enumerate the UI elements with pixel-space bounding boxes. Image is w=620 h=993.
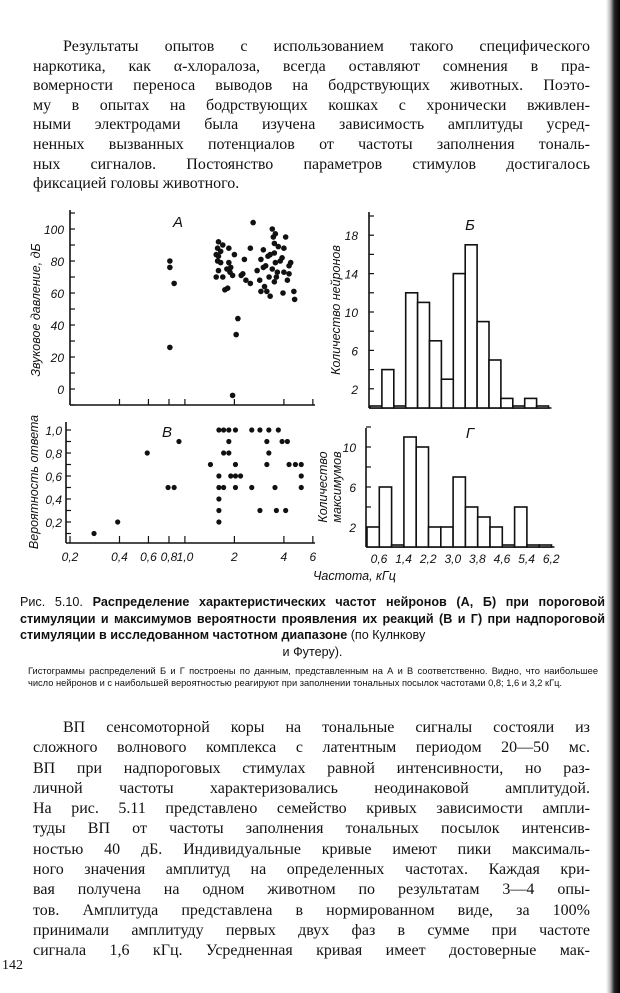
scatter-point-a (248, 281, 254, 287)
scatter-point-a (292, 297, 298, 303)
scatter-point-a (261, 247, 267, 253)
scatter-point-a (230, 393, 236, 399)
text-line: сложного волнового комплекса с латентным периодом 20—50 мс. (33, 739, 590, 757)
x-tick-label-g: 3,8 (469, 552, 486, 566)
histogram-bar-b (489, 360, 501, 408)
histogram-bar-b (513, 406, 525, 408)
scatter-point-v (249, 427, 254, 432)
y-tick-label-v: 0,6 (45, 470, 62, 484)
text-line: тов. Амплитуда представлена в нормированном виде, за 100% (33, 901, 590, 919)
x-tick-label-g: 2,2 (419, 552, 437, 566)
text-line: вомерности переноса выводов на бодрствующих животных. Поэто- (33, 77, 590, 95)
scatter-point-v (274, 508, 279, 513)
scatter-point-a (238, 273, 244, 279)
scatter-point-v (293, 462, 298, 467)
y-tick-label-b: 10 (344, 306, 358, 320)
figure-note: Гистограммы распределений Б и Г построены по данным, представленным на А и В соответственно. Видно, что наибольшее число нейронов и с наибольшей вероятностью реагируют при заполнении тональных посылок частотами 0,8; 1,6 и 3,2 кГц. (28, 666, 598, 688)
scatter-point-v (276, 427, 281, 432)
y-tick-label-b: 6 (351, 344, 358, 359)
text-line: ВП при надпороговых стимулах равной интенсивности, но раз- (33, 759, 590, 777)
text-line: ных сигналов. Постоянство параметров стимулов достигалось (33, 155, 590, 173)
y-tick-label-g: 2 (349, 521, 356, 535)
scatter-point-a (233, 332, 239, 338)
scatter-point-v (216, 485, 221, 490)
text-line: ВП сенсомоторной коры на тональные сигналы состояли из (63, 719, 590, 736)
text-line: туды ВП от частоты заполнения тональных посылок интенсив- (33, 820, 590, 838)
x-tick-label-v: 0,6 (140, 550, 157, 564)
y-tick-label-g: 6 (349, 481, 356, 495)
scatter-point-v (165, 485, 170, 490)
x-tick-label-g: 5,4 (518, 552, 535, 566)
scatter-point-a (285, 277, 291, 283)
scatter-point-a (267, 252, 273, 258)
scatter-point-a (257, 277, 263, 283)
histogram-bar-b (441, 379, 453, 408)
scatter-point-v (91, 531, 96, 536)
histogram-bar-g (490, 527, 502, 547)
scatter-point-a (272, 279, 278, 285)
scatter-point-v (266, 450, 271, 455)
x-tick-label-v: 2 (231, 550, 238, 564)
y-axis-title-a: Звуковое давление, дБ (29, 243, 43, 377)
histogram-bar-g (478, 517, 490, 547)
scatter-point-a (261, 265, 267, 271)
scatter-point-a (288, 260, 294, 266)
histogram-bar-g (465, 507, 477, 547)
scatter-point-v (283, 508, 288, 513)
scatter-point-a (276, 244, 282, 250)
text-line: вая получена на одном животном по результатам 3—4 опы- (33, 881, 590, 899)
scatter-point-v (226, 427, 231, 432)
scatter-point-v (264, 439, 269, 444)
y-tick-label-b: 2 (351, 382, 358, 397)
scatter-point-a (283, 234, 289, 240)
y-tick-label-v: 0,2 (45, 516, 62, 530)
scatter-point-v (249, 485, 254, 490)
scatter-point-v (299, 473, 304, 478)
text-line: принимали амплитуду первых двух фаз в сумме при частоте (33, 921, 590, 939)
scatter-point-v (233, 462, 238, 467)
text-line: Результаты опытов с использованием такого специфического (63, 38, 590, 55)
caption-suffix-2: и Футеру). (282, 644, 343, 659)
histogram-bar-b (477, 322, 489, 408)
x-tick-label-v: 0,4 (111, 550, 128, 564)
scatter-point-a (277, 258, 283, 264)
text-line: фиксацией головы животного. (33, 175, 240, 193)
scatter-point-v (216, 519, 221, 524)
histogram-bar-g (416, 447, 428, 547)
scatter-point-a (242, 257, 248, 263)
scatter-point-a (220, 242, 226, 248)
y-axis-title-v: Вероятность ответа (27, 414, 41, 550)
histogram-bar-g (527, 545, 539, 547)
histogram-bar-g (429, 527, 441, 547)
text-line: На рис. 5.11 представлено семейство кривых зависимости ампли- (33, 800, 590, 818)
caption-prefix: Рис. 5.10. (20, 595, 83, 609)
scatter-point-v (208, 462, 213, 467)
scatter-point-a (167, 258, 173, 264)
scatter-point-a (258, 289, 264, 295)
text-line: наркотика, как α-хлоралоза, всегда оставляют сомнения в пра- (33, 57, 590, 75)
scatter-point-a (218, 260, 224, 266)
scatter-point-v (285, 439, 290, 444)
y-tick-label-v: 1,0 (45, 424, 62, 438)
scatter-point-v (257, 508, 262, 513)
histogram-bar-g (453, 477, 465, 547)
histogram-bar-b (382, 370, 394, 408)
histogram-bar-g (379, 487, 391, 547)
histogram-bar-b (430, 341, 442, 408)
scatter-point-a (258, 257, 264, 263)
histogram-bar-g (441, 527, 453, 547)
scatter-point-a (216, 268, 222, 274)
scatter-point-v (228, 473, 233, 478)
scatter-point-a (280, 290, 286, 296)
histogram-bar-b (418, 302, 430, 408)
scatter-point-a (248, 245, 254, 251)
scatter-point-v (216, 496, 221, 501)
scatter-point-v (145, 450, 150, 455)
text-line: ностью 40 дБ. Индивидуальные кривые имеют пики максималь- (33, 840, 590, 858)
text-line: ненных вызванных потенциалов от частоты заполнения тональ- (33, 135, 590, 153)
scatter-point-v (226, 450, 231, 455)
scatter-point-v (221, 427, 226, 432)
scatter-point-v (238, 473, 243, 478)
scatter-point-v (221, 450, 226, 455)
histogram-bar-b (370, 406, 382, 408)
scatter-point-v (226, 439, 231, 444)
scatter-point-v (299, 485, 304, 490)
y-tick-label-a: 80 (50, 255, 64, 269)
scatter-point-v (279, 439, 284, 444)
scatter-point-a (171, 281, 177, 287)
histogram-bar-g (539, 545, 551, 547)
y-axis-title-b: Количество нейронов (329, 245, 343, 375)
y-axis-title-g: Количество (316, 451, 330, 523)
caption-bold: Распределение характеристических частот нейронов (А, Б) при пороговой стимуляции и максимумов вероятности проявления их реакций (В и Г) при надпороговой стимуляции в исследованном частотном диапазоне (20, 595, 605, 642)
scatter-point-a (269, 266, 275, 272)
histogram-bar-g (404, 437, 416, 547)
x-tick-label-g: 3,0 (444, 552, 462, 566)
y-tick-label-g: 10 (342, 441, 356, 455)
histogram-bar-b (465, 245, 477, 408)
scatter-point-a (226, 245, 232, 251)
scatter-point-a (167, 265, 173, 271)
y-tick-label-v: 0,8 (45, 447, 62, 461)
scatter-point-a (167, 345, 173, 351)
histogram-bar-b (501, 398, 513, 408)
y-tick-label-b: 18 (344, 229, 358, 244)
y-tick-label-b: 14 (344, 267, 358, 282)
scatter-point-a (266, 274, 272, 280)
scatter-point-v (216, 473, 221, 478)
scatter-point-a (274, 274, 280, 280)
x-tick-label-v: 4 (280, 550, 288, 564)
scatter-point-v (216, 427, 221, 432)
x-tick-label-v: 1,0 (176, 550, 194, 564)
panel-letter-g: Г (465, 425, 475, 442)
y-axis-title-g: максимумов (330, 451, 344, 523)
histogram-bar-b (525, 398, 537, 408)
scatter-point-a (213, 274, 219, 280)
scatter-point-v (172, 485, 177, 490)
scatter-point-a (220, 274, 226, 280)
scatter-point-a (281, 269, 287, 275)
scatter-point-v (233, 427, 238, 432)
scatter-point-v (115, 519, 120, 524)
scatter-point-a (264, 289, 270, 295)
text-line: му в опытах на бодрствующих кошках с хронически вживлен- (33, 96, 590, 114)
scatter-point-a (235, 316, 241, 322)
figure-caption (20, 594, 605, 660)
scatter-point-v (299, 462, 304, 467)
scatter-point-a (281, 245, 287, 251)
y-tick-label-a: 0 (57, 383, 64, 397)
text-line: ного значения амплитуд на определенных частотах. Каждая кри- (33, 861, 590, 879)
scatter-point-v (216, 508, 221, 513)
scatter-point-a (273, 231, 279, 237)
y-tick-label-a: 100 (43, 223, 64, 237)
scatter-point-a (254, 268, 260, 274)
scatter-point-a (213, 252, 219, 258)
scatter-point-v (233, 473, 238, 478)
panel-letter-v: В (161, 424, 173, 441)
caption-suffix: (по Кулнкову (350, 628, 426, 642)
scatter-point-a (291, 289, 297, 295)
scatter-point-v (266, 427, 271, 432)
histogram-bar-b (394, 406, 406, 408)
x-tick-label-g: 0,6 (370, 552, 388, 566)
scatter-point-a (286, 271, 292, 277)
scatter-point-a (262, 284, 268, 290)
y-tick-label-a: 20 (50, 351, 64, 365)
x-tick-label-v: 6 (309, 550, 317, 564)
top-paragraph (33, 37, 590, 194)
panel-letter-b: Б (465, 217, 475, 234)
histogram-bar-g (515, 507, 527, 547)
histogram-bar-g (502, 545, 514, 547)
scatter-point-a (228, 265, 234, 271)
page-number: 142 (2, 958, 23, 973)
histogram-bar-b (406, 293, 418, 408)
y-tick-label-v: 0,4 (45, 493, 62, 507)
figure-5-10 (0, 200, 620, 592)
histogram-bar-g (392, 545, 404, 547)
scan-edge (606, 0, 620, 993)
y-tick-label-a: 60 (50, 287, 64, 301)
scatter-point-a (226, 260, 232, 266)
histogram-bar-g (367, 527, 379, 547)
text-line: ными электродами была изучена зависимость амплитуды усред- (33, 116, 590, 134)
scatter-point-v (257, 427, 262, 432)
scatter-point-v (264, 462, 269, 467)
x-tick-label-g: 4,6 (493, 552, 511, 566)
panel-letter-a: А (172, 214, 184, 231)
scatter-point-a (267, 293, 273, 299)
scatter-point-a (250, 220, 256, 226)
y-tick-label-a: 40 (50, 319, 64, 333)
x-tick-label-v: 0,8 (160, 550, 178, 564)
histogram-bar-b (537, 406, 549, 408)
x-axis-title: Частота, кГц (313, 569, 396, 583)
scatter-point-a (269, 226, 275, 232)
histogram-bar-b (453, 274, 465, 408)
bottom-paragraph (33, 718, 590, 962)
scatter-point-v (272, 485, 277, 490)
scatter-point-v (176, 439, 181, 444)
x-tick-label-v: 0,2 (61, 550, 79, 564)
scatter-point-a (225, 285, 231, 291)
scatter-point-a (273, 260, 279, 266)
scatter-point-a (230, 273, 236, 279)
scatter-point-v (286, 462, 291, 467)
text-line: личной частоты характеризовались неодинаковой амплитудой. (33, 779, 590, 797)
scatter-point-a (275, 269, 281, 275)
scatter-point-v (221, 485, 226, 490)
scatter-point-v (233, 485, 238, 490)
text-line: сигнала 1,6 кГц. Усредненная кривая имеет достоверные мак- (33, 942, 590, 960)
x-tick-label-g: 1,4 (395, 552, 412, 566)
scatter-point-a (232, 252, 238, 258)
x-tick-label-g: 6,2 (542, 552, 560, 566)
